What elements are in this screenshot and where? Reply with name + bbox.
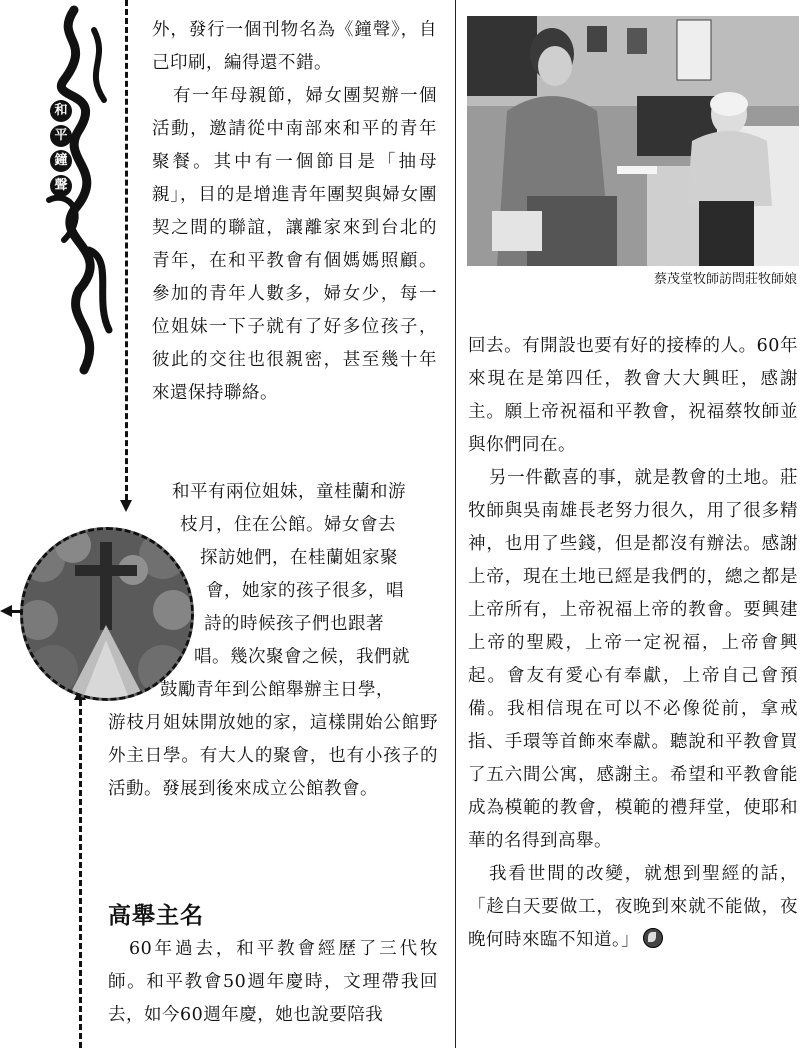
text-line: 枝月，住在公館。婦女會去 xyxy=(180,515,396,535)
section-heading: 高舉主名 xyxy=(108,903,204,929)
text-line: 詩的時候孩子們也跟著 xyxy=(204,614,384,634)
logo-badge xyxy=(50,100,74,197)
photo-caption: 蔡茂堂牧師訪問莊牧師娘 xyxy=(653,272,797,287)
dashed-line-bottom xyxy=(79,700,82,1048)
column-2 xyxy=(468,330,798,957)
text-line: 唱。幾次聚會之候，我們就 xyxy=(194,647,410,667)
column-1-top xyxy=(152,14,437,410)
badge-char: 鐘 xyxy=(50,150,72,172)
paragraph: 游枝月姐妹開放她的家，這樣開始公館野外主日學。有大人的聚會，也有小孩子的活動。發展到後來成立公館教會。 xyxy=(108,713,438,799)
paragraph xyxy=(468,858,798,957)
column-logo xyxy=(34,0,126,380)
paragraph: 有一年母親節，婦女團契辦一個活動，邀請從中南部來和平的青年聚餐。其中有一個節目是「抽母親」，目的是增進青年團契與婦女團契之間的聯誼，讓離家來到台北的青年，在和平教會有個媽媽照顧。參加的青年人數多，婦女少，每一位姐妹一下子就有了好多位孩子，彼此的交往也很親密，甚至幾十年來還保持聯絡。 xyxy=(152,86,437,403)
text-line: 會，她家的孩子很多，唱 xyxy=(206,581,404,601)
paragraph: 60年過去，和平教會經歷了三代牧師。和平教會50週年慶時，文理帶我回去，如今60週年慶，她也說要陪我 xyxy=(108,939,438,1025)
paragraph: 回去。有開設也要有好的接棒的人。60年來現在是第四任，教會大大興旺，感謝主。願上帝祝福和平教會，祝福蔡牧師並與你們同在。 xyxy=(468,336,798,455)
text-line: 鼓勵青年到公館舉辦主日學， xyxy=(160,680,394,700)
end-mark-icon xyxy=(643,928,663,948)
badge-char: 平 xyxy=(50,125,72,147)
text-line: 和平有兩位姐妹，童桂蘭和游 xyxy=(172,482,406,502)
photo-image xyxy=(467,16,799,266)
paragraph: 外，發行一個刊物名為《鐘聲》，自己印刷，編得還不錯。 xyxy=(152,20,437,73)
column-1-wrap xyxy=(108,476,438,806)
paragraph: 另一件歡喜的事，就是教會的土地。莊牧師與吳南雄長老努力很久，用了很多精神，也用了些錢，但是都沒有辦法。感謝上帝，現在土地已經是我們的，總之都是上帝所有，上帝祝福上帝的教會。要興建上帝的聖殿，上帝一定祝福，上帝會興起。會友有愛心有奉獻，上帝自己會預備。我相信現在可以不必像從前，拿戒指、手環等首飾來奉獻。聽說和平教會買了五六間公寓，感謝主。希望和平教會能成為模範的教會，模範的禮拜堂，使耶和華的名得到高舉。 xyxy=(468,468,798,851)
badge-char: 聲 xyxy=(50,175,72,197)
calligraphy-logo xyxy=(34,0,126,380)
column-divider xyxy=(455,0,456,1048)
interview-photo xyxy=(467,16,799,266)
text-line: 探訪她們，在桂蘭姐家聚 xyxy=(200,548,398,568)
badge-char: 和 xyxy=(50,100,72,122)
dashed-line-top xyxy=(125,0,128,500)
column-1-bottom xyxy=(108,933,438,1032)
paragraph-text: 我看世間的改變，就想到聖經的話，「趁白天要做工，夜晚到來就不能做，夜晚何時來臨不知道。」 xyxy=(468,864,798,950)
